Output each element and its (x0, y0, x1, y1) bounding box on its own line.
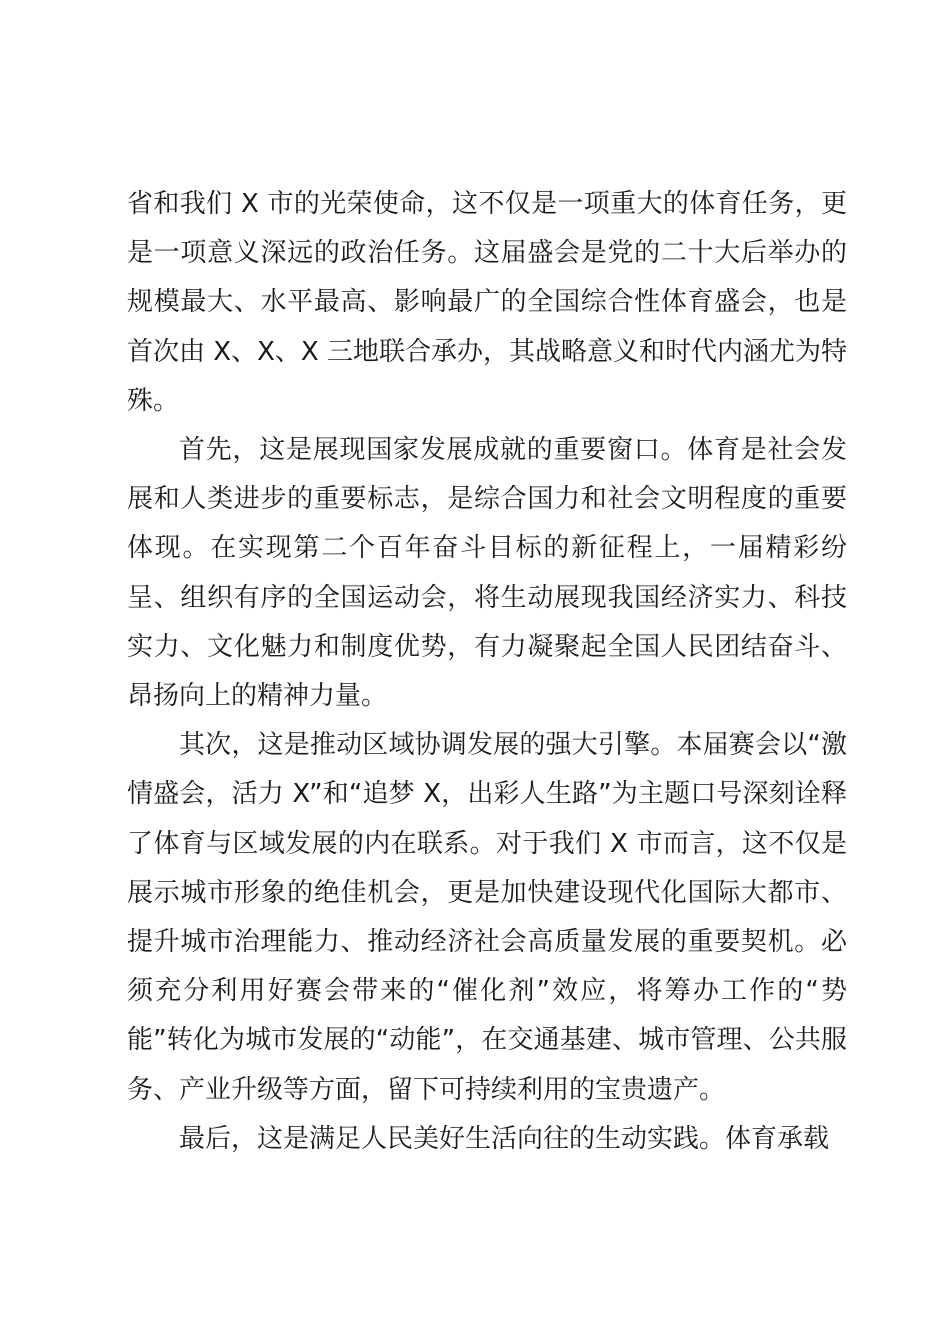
body-text (127, 180, 847, 1164)
paragraph-mission: 省和我们 X 市的光荣使命，这不仅是一项重大的体育任务，更是一项意义深远的政治任务。这届盛会是党的二十大后举办的规模最大、水平最高、影响最广的全国综合性体育盛会，也是首次由 X、X、X 三地联合承办，其战略意义和时代内涵尤为特殊。 (127, 189, 847, 416)
paragraph-first-point: 首先，这是展现国家发展成就的重要窗口。体育是社会发展和人类进步的重要标志，是综合国力和社会文明程度的重要体现。在实现第二个百年奋斗目标的新征程上，一届精彩纷呈、组织有序的全国运动会，将生动展现我国经济实力、科技实力、文化魅力和制度优势，有力凝聚起全国人民团结奋斗、昂扬向上的精神力量。 (127, 435, 847, 712)
paragraph-third-point: 最后，这是满足人民美好生活向往的生动实践。体育承载 (179, 1123, 830, 1154)
paragraph-second-point: 其次，这是推动区域协调发展的强大引擎。本届赛会以“激情盛会，活力 X”和“追梦 X，出彩人生路”为主题口号深刻诠释了体育与区域发展的内在联系。对于我们 X 市而言，这不仅是展示城市形象的绝佳机会，更是加快建设现代化国际大都市、提升城市治理能力、推动经济社会高质量发展的重要契机。必须充分利用好赛会带来的“催化剂”效应，将筹办工作的“势能”转化为城市发展的“动能”，在交通基建、城市管理、公共服务、产业升级等方面，留下可持续利用的宝贵遗产。 (127, 730, 847, 1105)
